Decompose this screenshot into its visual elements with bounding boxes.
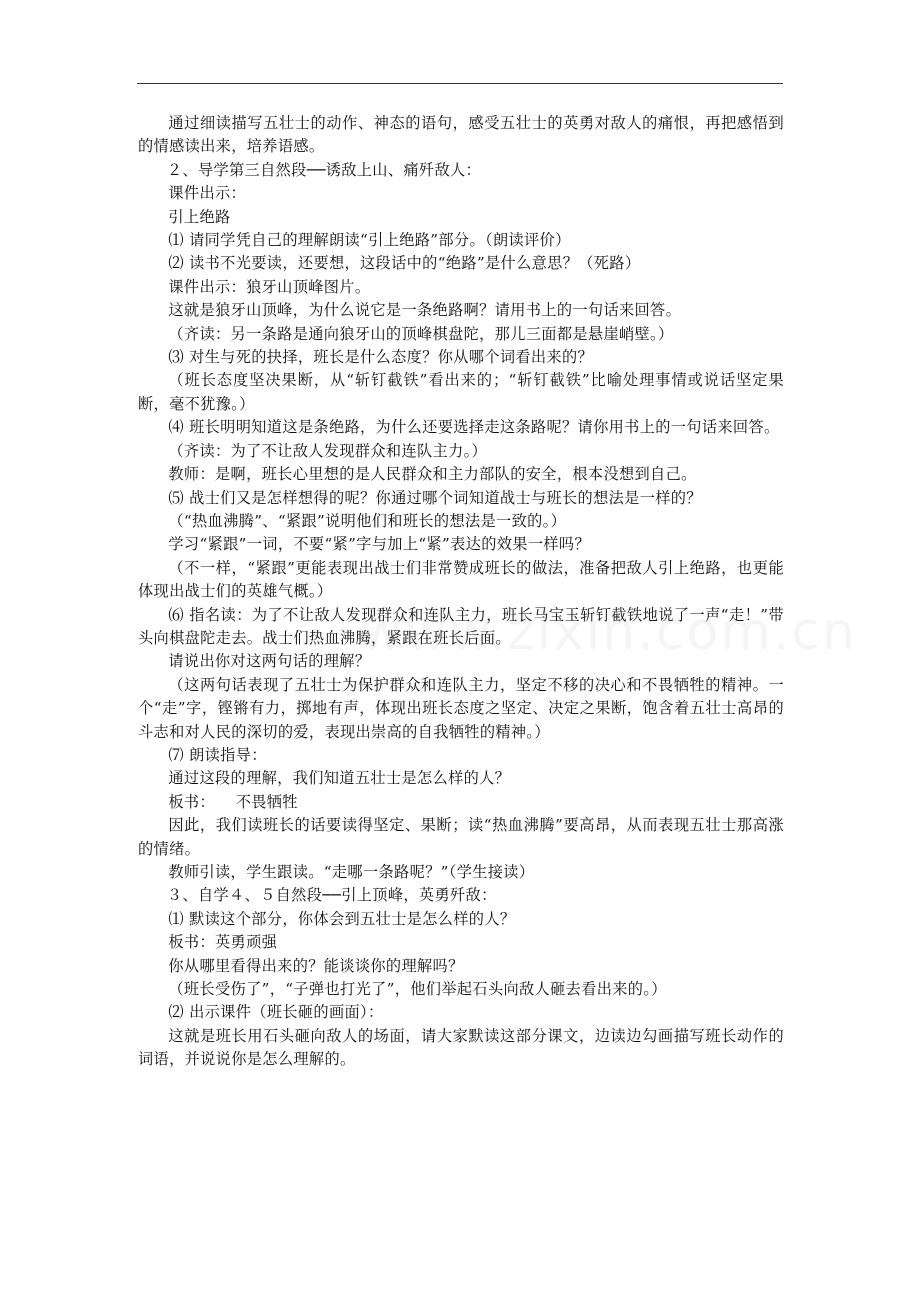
paragraph-31: （班长受伤了”，“子弹也打光了”，他们举起石头向敌人砸去看出来的。）: [168, 980, 667, 999]
paragraph-32: ⑵ 出示课件（班长砸的画面）：: [168, 1003, 384, 1022]
paragraph-19: ⑹ 指名读：为了不让敌人发现群众和连队主力，班长马宝玉斩钉截铁地说了一声“走！”带头向棋盘陀走去。战士们热血沸腾，紧跟在班长后面。: [138, 605, 784, 647]
paragraph-14: 教师：是啊，班长心里想的是人民群众和主力部队的安全，根本没想到自己。: [168, 465, 697, 484]
paragraph-22: ⑺ 朗读指导：: [168, 745, 267, 764]
paragraph-21: （这两句话表现了五壮士为保护群众和连队主力，坚定不移的决心和不畏牺牲的精神。一个“走”字，铿锵有力，掷地有声，体现出班长态度之坚定、决定之果断，饱含着五壮士高昂的斗志和对人民的深切的爱，表现出崇高的自我牺牲的精神。）: [138, 675, 784, 741]
paragraph-20: 请说出你对这两句话的理解？: [168, 652, 371, 671]
paragraph-16: （“热血沸腾”、“紧跟”说明他们和班长的想法是一致的。）: [168, 511, 567, 530]
paragraph-23: 通过这段的理解，我们知道五壮士是怎么样的人？: [168, 769, 511, 788]
paragraph-15: ⑸ 战士们又是怎样想得的呢？你通过哪个词知道战士与班长的想法是一样的？: [168, 488, 702, 507]
paragraph-18: （不一样，“紧跟”更能表现出战士们非常赞成班长的做法，准备把敌人引上绝路，也更能体现出战士们的英雄气概。）: [138, 558, 784, 601]
section-heading-2: ２、导学第三自然段──诱敌上山、痛歼敌人：: [166, 160, 482, 179]
paragraph-17: 学习“紧跟”一词，不要“紧”字与加上“紧”表达的效果一样吗？: [168, 535, 590, 554]
paragraph-29: 板书：英勇顽强: [168, 933, 278, 952]
paragraph-13: （齐读：为了不让敌人发现群众和连队主力。）: [168, 441, 488, 460]
paragraph-26: 教师引读，学生跟读。“走哪一条路呢？”（学生接读）: [168, 863, 535, 881]
paragraph-30: 你从哪里看得出来的？能谈谈你的理解吗？: [168, 956, 464, 975]
paragraph-8: 这就是狼牙山顶峰，为什么说它是一条绝路啊？请用书上的一句话来回答。: [168, 301, 682, 320]
paragraph-33: 这就是班长用石头砸向敌人的场面，请大家默读这部分课文，边读边勾画描写班长动作的词语，并说说你是怎么理解的。: [138, 1026, 784, 1069]
paragraph-3: 课件出示：: [168, 184, 247, 203]
paragraph-12: ⑷ 班长明明知道这是条绝路，为什么还要选择走这条路呢？请你用书上的一句话来回答。: [168, 418, 780, 437]
paragraph-1: 通过细读描写五壮士的动作、神态的语句，感受五壮士的英勇对敌人的痛恨，再把感悟到的情感读出来，培养语感。: [138, 114, 784, 156]
paragraph-24: 板书： 不畏牺牲: [168, 792, 298, 811]
paragraph-25: 因此，我们读班长的话要读得坚定、果断；读“热血沸腾”要高昂，从而表现五壮士那高涨的情绪。: [138, 816, 784, 858]
paragraph-6: ⑵ 读书不光要读，还要想，这段话中的“绝路”是什么意思？（死路）: [168, 254, 641, 273]
paragraph-10: ⑶ 对生与死的抉择，班长是什么态度？你从哪个词看出来的？: [168, 348, 594, 367]
header-rule: [137, 83, 783, 84]
paragraph-9: （齐读：另一条路是通向狼牙山的顶峰棋盘陀，那儿三面都是悬崖峭壁。）: [168, 324, 674, 343]
section-heading-3: ３、自学４、５自然段──引上顶峰，英勇歼敌：: [166, 886, 497, 905]
paragraph-4: 引上绝路: [168, 207, 231, 226]
paragraph-11: （班长态度坚决果断，从“斩钉截铁”看出来的；“斩钉截铁”比喻处理事情或说话坚定果断，毫不犹豫。）: [138, 371, 784, 413]
paragraph-28: ⑴ 默读这个部分，你体会到五壮士是怎么样的人？: [168, 909, 516, 928]
paragraph-7: 课件出示：狼牙山顶峰图片。: [168, 277, 371, 296]
paragraph-5: ⑴ 请同学凭自己的理解朗读“引上绝路”部分。（朗读评价）: [168, 231, 571, 250]
document-body: [138, 112, 784, 1072]
